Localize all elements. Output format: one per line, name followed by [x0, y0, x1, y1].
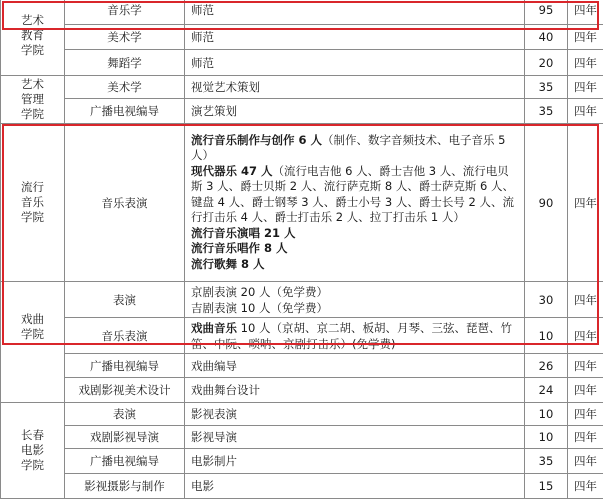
direction-name: 戏曲音乐: [191, 321, 237, 335]
college-cell: 艺术 管理 学院: [1, 76, 65, 124]
direction-name: 流行音乐制作与创作 6 人: [191, 133, 322, 147]
duration-cell: 四年: [568, 0, 603, 25]
direction-cell: [185, 282, 525, 318]
direction-line: 京剧表演 20 人（免学费）: [191, 285, 328, 299]
table-row: [1, 426, 603, 449]
duration-cell: 四年: [568, 426, 603, 449]
major-cell: 美术学: [65, 25, 185, 50]
major-cell: 广播电视编导: [65, 99, 185, 124]
direction-detail: （制作、数字音频技术、电子音乐 5 人）: [191, 133, 506, 163]
quota-cell: 40: [525, 25, 568, 50]
table-row: [1, 76, 603, 99]
major-cell: 戏剧影视导演: [65, 426, 185, 449]
major-cell: 表演: [65, 403, 185, 426]
direction-cell: [185, 124, 525, 282]
table-row: [1, 124, 603, 282]
major-cell: 广播电视编导: [65, 449, 185, 474]
table-row: [1, 25, 603, 50]
direction-name: 流行音乐唱作 8 人: [191, 241, 288, 255]
college-cell: 流行 音乐 学院: [1, 124, 65, 282]
direction-cell: 师范: [185, 25, 525, 50]
direction-detail: （流行电吉他 6 人、爵士吉他 3 人、流行电贝斯 3 人、爵士贝斯 2 人、流行萨克斯 8 人、爵士萨克斯 6 人、键盘 4 人、爵士钢琴 3 人、爵士小号 3 人、爵士长号 2 人、流行打击乐 4 人、爵士打击乐 2 人、拉丁打击乐 1 人）: [191, 164, 514, 225]
direction-cell: 师范: [185, 0, 525, 25]
table-row: [1, 318, 603, 354]
direction-name: 流行音乐演唱 21 人: [191, 226, 296, 240]
direction-cell: 戏曲编导: [185, 354, 525, 378]
table-row: [1, 378, 603, 403]
duration-cell: 四年: [568, 282, 603, 318]
direction-name: 流行歌舞 8 人: [191, 257, 265, 271]
direction-name: 现代器乐 47 人: [191, 164, 273, 178]
major-cell: 音乐学: [65, 0, 185, 25]
major-cell: 表演: [65, 282, 185, 318]
duration-cell: 四年: [568, 76, 603, 99]
duration-cell: 四年: [568, 474, 603, 499]
duration-cell: 四年: [568, 124, 603, 282]
duration-cell: 四年: [568, 378, 603, 403]
direction-detail: 10 人（京胡、京二胡、板胡、月琴、三弦、琵琶、竹笛、中阮、唢呐、京剧打击乐）(免学费): [191, 321, 512, 351]
college-cell: 艺术 教育 学院: [1, 0, 65, 76]
quota-cell: 10: [525, 318, 568, 354]
major-cell: 戏剧影视美术设计: [65, 378, 185, 403]
direction-cell: 师范: [185, 50, 525, 76]
quota-cell: 20: [525, 50, 568, 76]
direction-cell: 电影: [185, 474, 525, 499]
college-cell: 戏曲 学院: [1, 282, 65, 403]
major-cell: 美术学: [65, 76, 185, 99]
quota-cell: 30: [525, 282, 568, 318]
direction-cell: 电影制片: [185, 449, 525, 474]
table-row: [1, 354, 603, 378]
direction-cell: 视觉艺术策划: [185, 76, 525, 99]
table-row: [1, 449, 603, 474]
table-row: [1, 50, 603, 76]
table-row: [1, 282, 603, 318]
quota-cell: 26: [525, 354, 568, 378]
quota-cell: 35: [525, 76, 568, 99]
quota-cell: 95: [525, 0, 568, 25]
duration-cell: 四年: [568, 403, 603, 426]
direction-cell: 演艺策划: [185, 99, 525, 124]
duration-cell: 四年: [568, 99, 603, 124]
duration-cell: 四年: [568, 449, 603, 474]
major-cell: 广播电视编导: [65, 354, 185, 378]
college-cell: 长春 电影 学院: [1, 403, 65, 499]
duration-cell: 四年: [568, 25, 603, 50]
quota-cell: 10: [525, 403, 568, 426]
quota-cell: 15: [525, 474, 568, 499]
major-cell: 音乐表演: [65, 124, 185, 282]
quota-cell: 90: [525, 124, 568, 282]
quota-cell: 10: [525, 426, 568, 449]
direction-cell: 影视导演: [185, 426, 525, 449]
direction-line: 吉剧表演 10 人（免学费）: [191, 301, 328, 315]
table-row: [1, 403, 603, 426]
duration-cell: 四年: [568, 50, 603, 76]
major-cell: 影视摄影与制作: [65, 474, 185, 499]
duration-cell: 四年: [568, 354, 603, 378]
duration-cell: 四年: [568, 318, 603, 354]
direction-cell: 戏曲舞台设计: [185, 378, 525, 403]
major-cell: 音乐表演: [65, 318, 185, 354]
direction-cell: [185, 318, 525, 354]
table-row: [1, 99, 603, 124]
major-cell: 舞蹈学: [65, 50, 185, 76]
quota-cell: 35: [525, 99, 568, 124]
quota-cell: 35: [525, 449, 568, 474]
table-row: [1, 0, 603, 25]
direction-cell: 影视表演: [185, 403, 525, 426]
quota-cell: 24: [525, 378, 568, 403]
